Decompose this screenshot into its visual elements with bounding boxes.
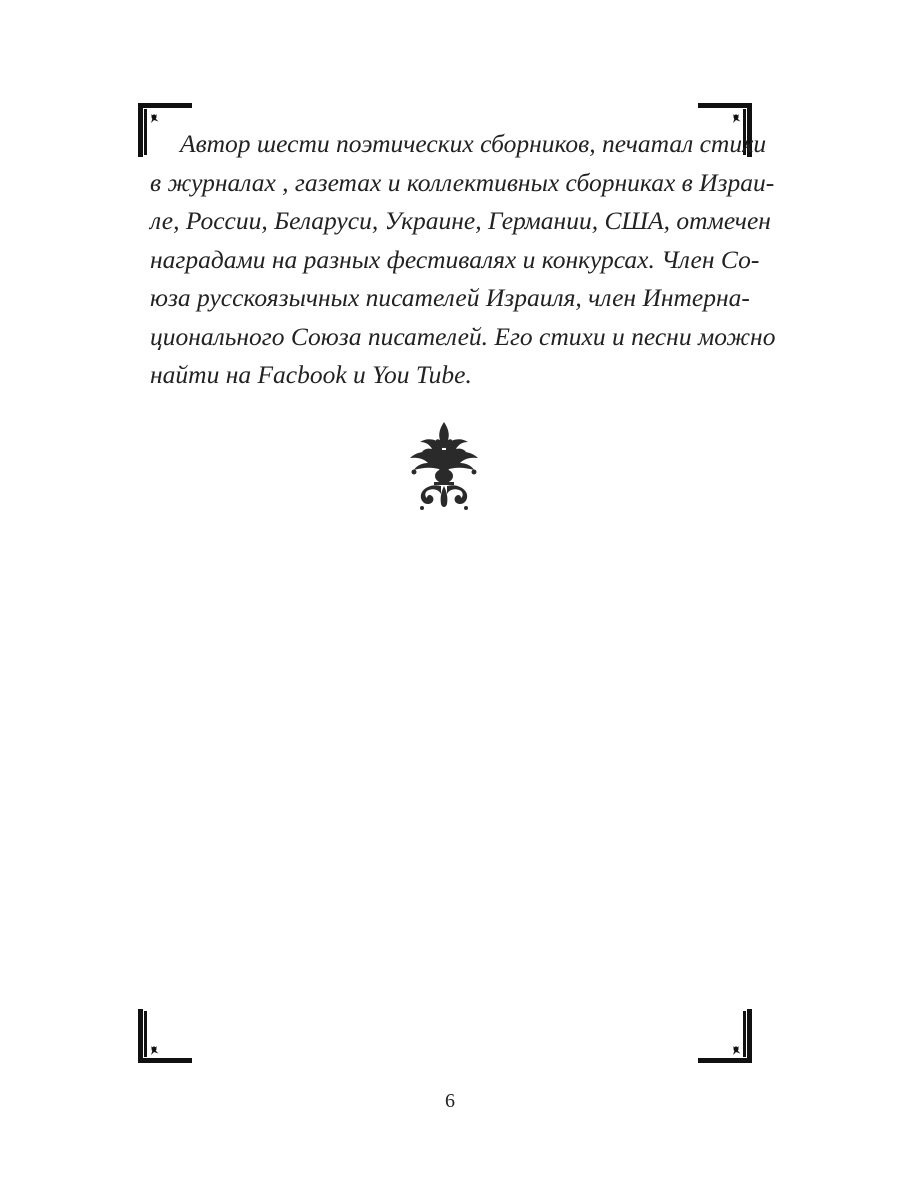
bio-line: найти на Facbook и You Tube. bbox=[150, 360, 472, 389]
bio-line: юза русскоязычных писателей Израиля, член Интерна- bbox=[150, 283, 750, 312]
bio-line: Автор шести поэтических сборников, печатал стихи bbox=[180, 129, 767, 158]
bio-line: ле, России, Беларуси, Украине, Германии, США, отмечен bbox=[150, 206, 771, 235]
author-bio-paragraph bbox=[150, 125, 776, 395]
acanthus-fleuron-icon bbox=[404, 420, 484, 512]
page-number: 6 bbox=[445, 1090, 455, 1112]
bio-line: ционального Союза писателей. Его стихи и песни можно bbox=[150, 321, 776, 351]
bio-line: в журналах , газетах и коллективных сборниках в Израи- bbox=[150, 167, 775, 197]
corner-ornament-bottom-right-icon bbox=[692, 1003, 752, 1063]
bio-line: наградами на разных фестивалях и конкурсах. Член Со- bbox=[150, 244, 760, 274]
corner-ornament-bottom-left-icon bbox=[138, 1003, 198, 1063]
